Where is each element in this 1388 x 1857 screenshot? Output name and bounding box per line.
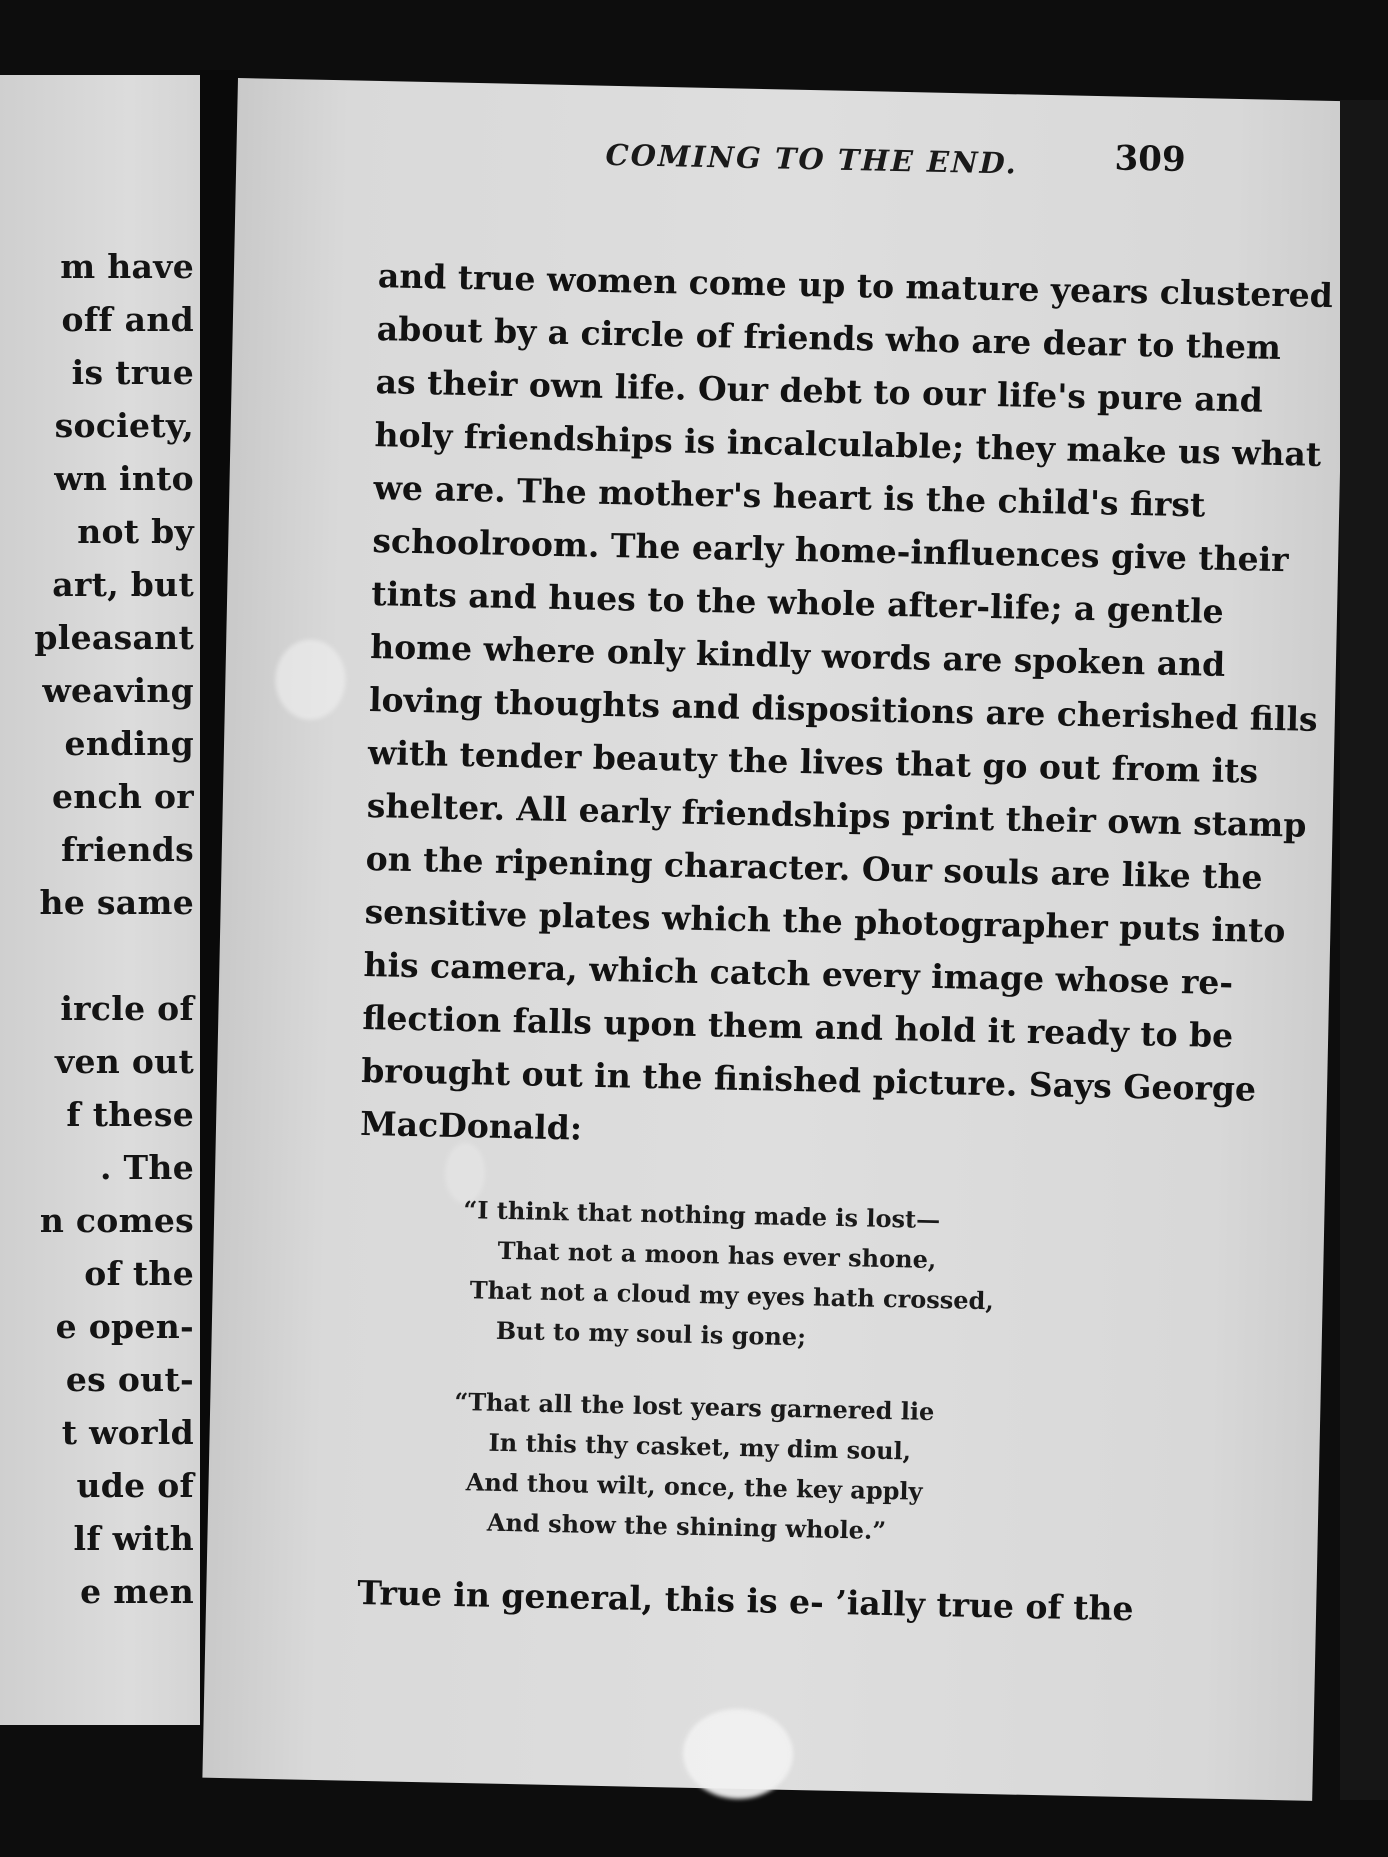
body-line: tints and hues to the whole after-life; a gentle: [370, 574, 1225, 631]
left-page-line: wn into: [54, 459, 194, 498]
body-line: on the ripening character. Our souls are like the: [365, 838, 1263, 897]
body-line: sensitive plates which the photographer puts into: [364, 891, 1286, 951]
body-line: loving thoughts and dispositions are cherished fills: [368, 680, 1318, 739]
left-page-line: society,: [54, 406, 194, 445]
left-page-line: t world: [61, 1413, 194, 1452]
left-page-line: lf with: [73, 1519, 194, 1558]
body-line: home where only kindly words are spoken and: [369, 627, 1226, 684]
poem-line: And show the shining whole.”: [486, 1507, 887, 1546]
left-page-line: ven out: [55, 1042, 194, 1081]
left-page-line: he same: [39, 883, 194, 922]
left-page-line: f these: [66, 1095, 194, 1134]
body-line: with tender beauty the lives that go out from its: [367, 733, 1259, 791]
poem-line: That not a cloud my eyes hath crossed,: [469, 1275, 995, 1316]
left-page-line: is true: [71, 353, 194, 392]
left-page-line: e open-: [55, 1307, 194, 1346]
body-line: flection falls upon them and hold it ready to be: [362, 997, 1234, 1056]
page-header: [355, 123, 1186, 190]
left-page-line: art, but: [52, 565, 194, 604]
poem-line: But to my soul is gone;: [495, 1315, 807, 1352]
left-page-line: ench or: [51, 777, 194, 816]
poem-line: In this thy casket, my dim soul,: [488, 1427, 912, 1466]
body-line: his camera, which catch every image whose re-: [363, 944, 1234, 1003]
left-page-line: ude of: [76, 1466, 194, 1505]
body-line-final: True in general, this is e‐ ’ially true of the: [357, 1572, 1134, 1629]
poem-line: And thou wilt, once, the key apply: [465, 1467, 923, 1506]
left-page-line: pleasant: [34, 618, 194, 657]
body-line: about by a circle of friends who are dear to them: [376, 309, 1282, 368]
left-page-line: . The: [99, 1148, 194, 1187]
left-page-line: m have: [60, 247, 194, 286]
poem-line: That not a moon has ever shone,: [497, 1235, 937, 1275]
left-page-line: es out-: [65, 1360, 194, 1399]
body-line: schoolroom. The early home-influences give their: [372, 521, 1289, 580]
running-head: COMING TO THE END.: [605, 137, 1019, 181]
body-line: holy friendships is incalculable; they make us what: [374, 415, 1322, 474]
left-page-line: e men: [80, 1572, 194, 1611]
left-page-line: n comes: [39, 1201, 194, 1240]
left-page-line: not by: [77, 512, 194, 551]
body-line: MacDonald:: [359, 1103, 583, 1148]
left-page-line: off and: [61, 300, 194, 339]
body-line: we are. The mother's heart is the child's first: [373, 468, 1206, 525]
body-line: as their own life. Our debt to our life's pure and: [375, 362, 1264, 420]
left-page-line: friends: [61, 830, 194, 869]
poem-line: “I think that nothing made is lost—: [463, 1195, 941, 1235]
left-page-line: ending: [64, 724, 194, 763]
page-number: 309: [1114, 138, 1187, 181]
left-page-line: of the: [84, 1254, 194, 1293]
body-line: shelter. All early friendships print their own stamp: [366, 786, 1307, 845]
body-line: brought out in the finished picture. Says George: [360, 1050, 1257, 1109]
left-page-line: ircle of: [60, 989, 194, 1028]
body-line: and true women come up to mature years clustered: [377, 256, 1334, 316]
poem-line: “That all the lost years garnered lie: [454, 1386, 935, 1427]
left-page-line: weaving: [42, 671, 194, 710]
